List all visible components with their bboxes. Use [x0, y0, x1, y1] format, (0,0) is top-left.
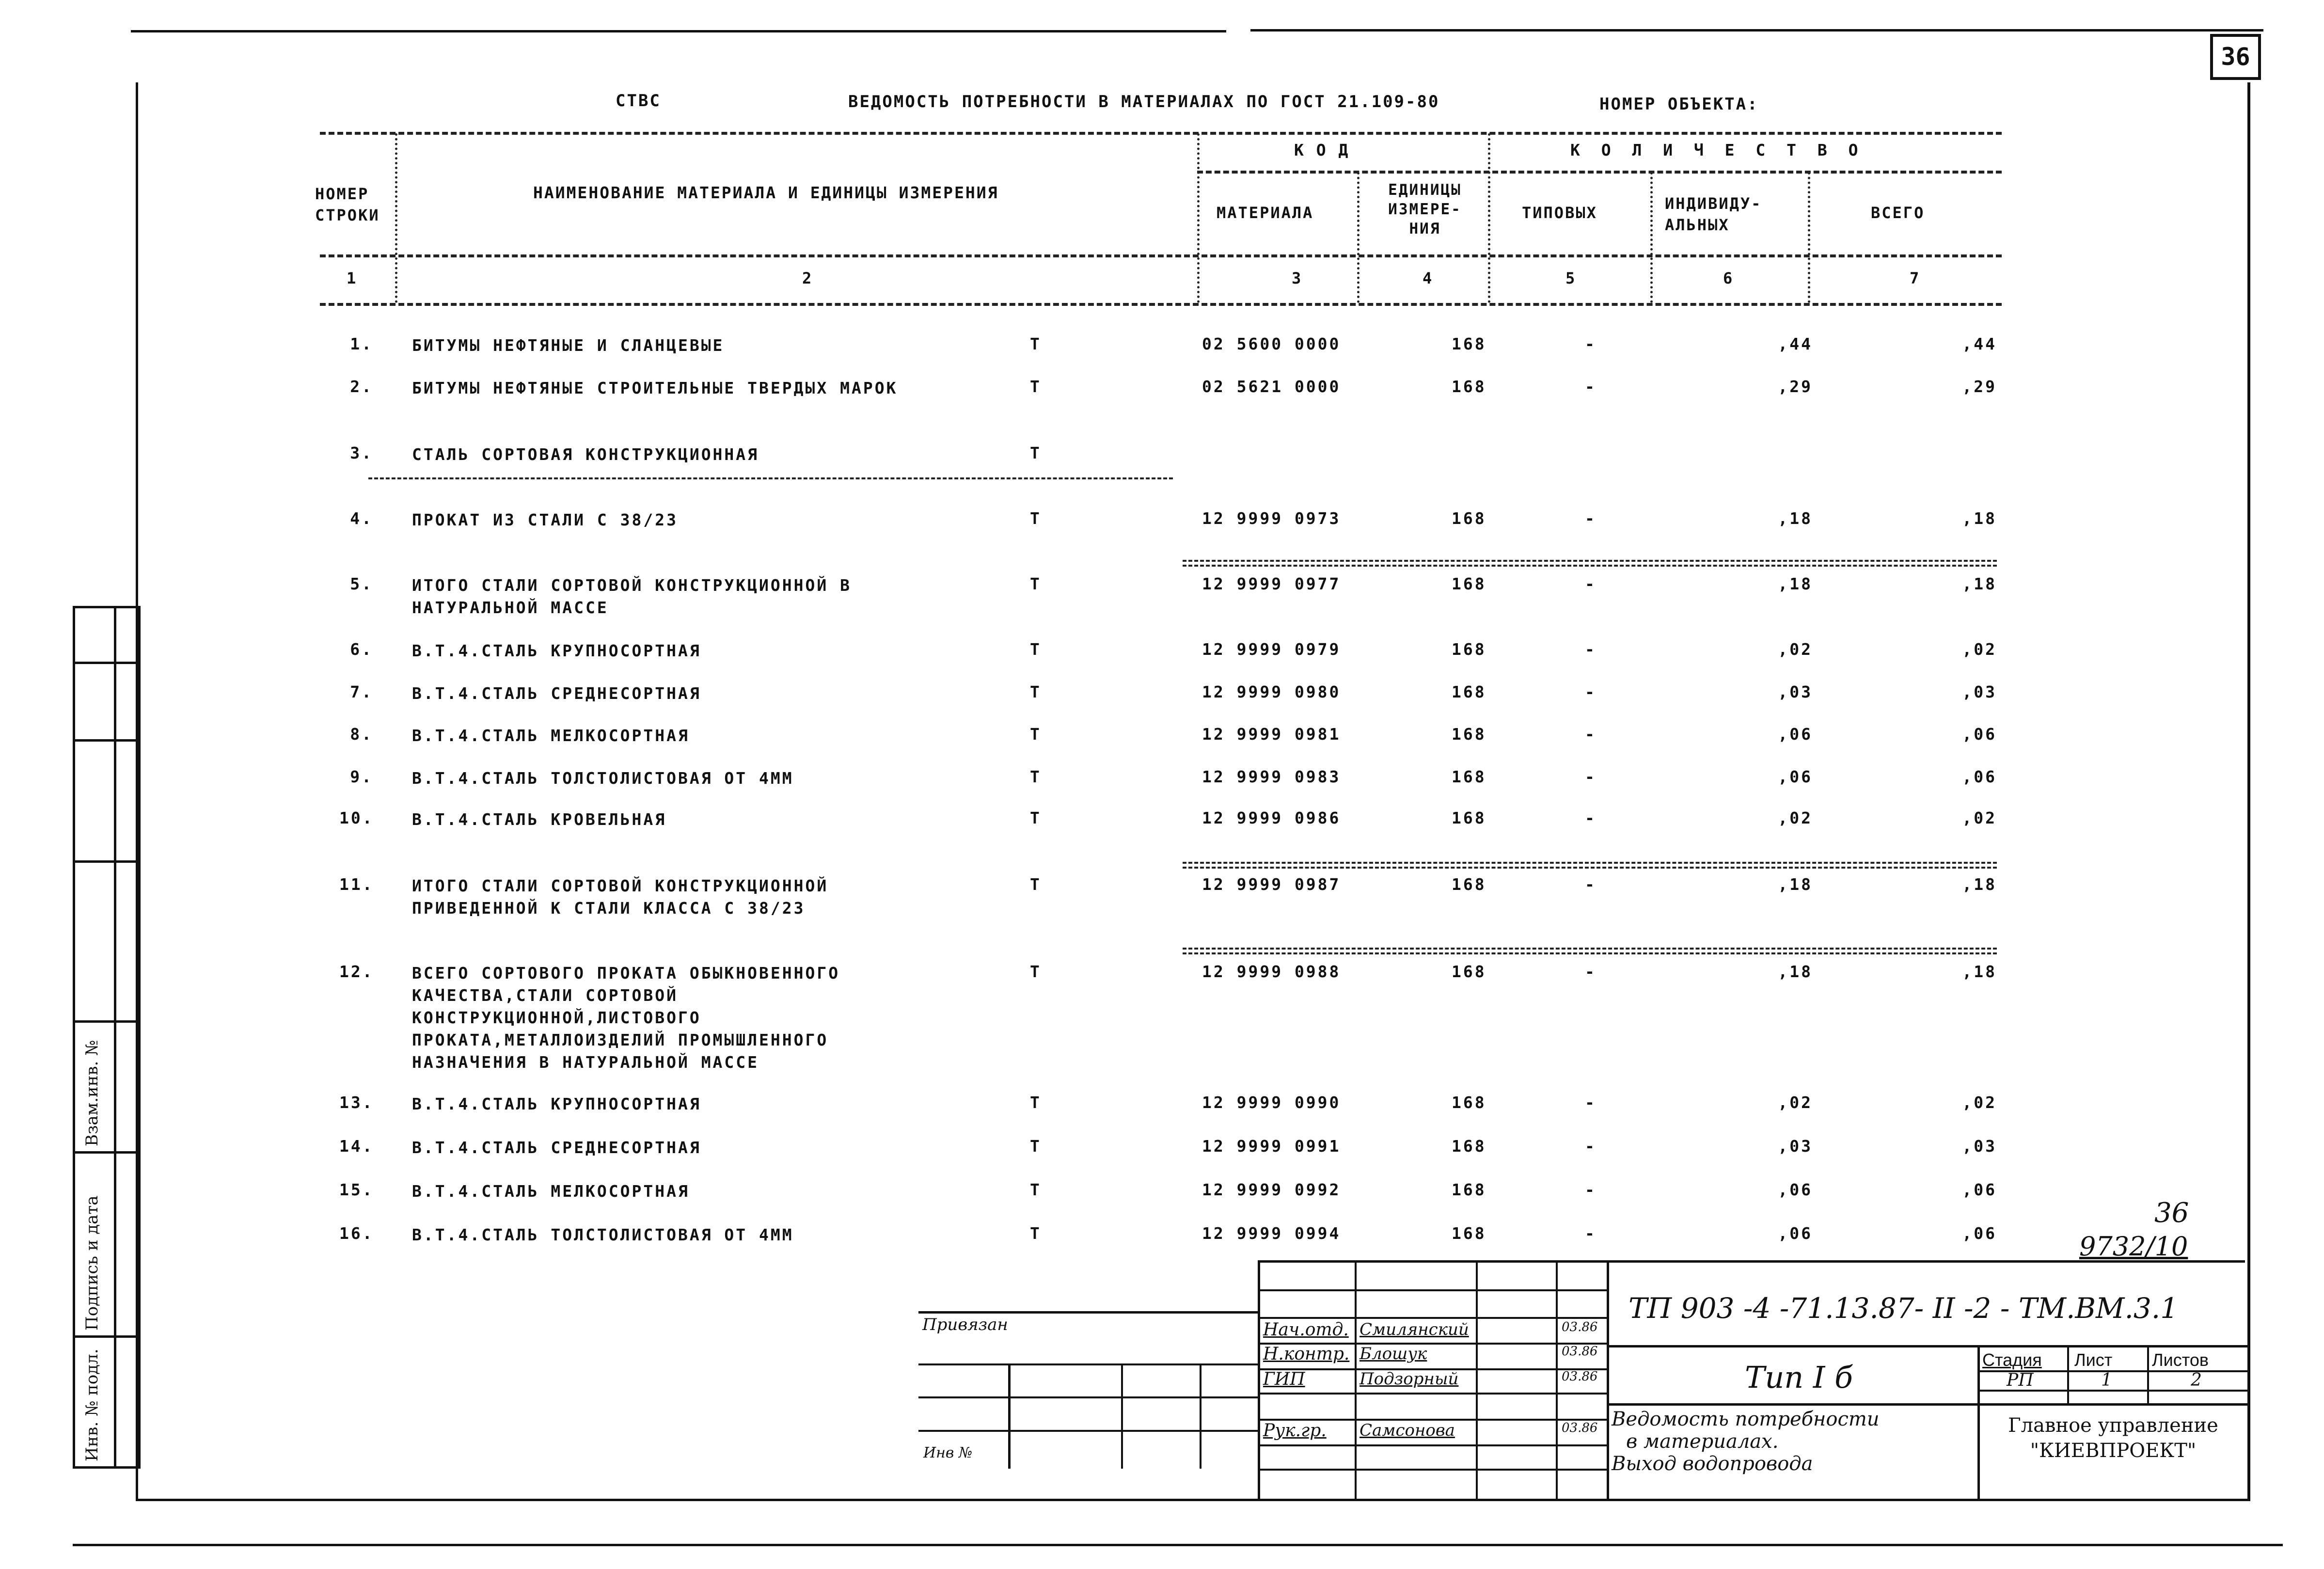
individual-qty: ,29 [1778, 377, 1813, 396]
sheet-value: 1 [2101, 1370, 2112, 1390]
material-code: 12 9999 0991 [1202, 1137, 1341, 1156]
organization-name: Главное управление "КИЕВПРОЕКТ" [2008, 1414, 2218, 1462]
unit-of-measure: Т [1030, 1137, 1042, 1156]
typical-qty: - [1585, 767, 1597, 786]
total-qty: ,02 [1962, 808, 1997, 827]
sig-role: Рук.гр. [1263, 1421, 1327, 1441]
material-name-line: КОНСТРУКЦИОННОЙ,ЛИСТОВОГО [412, 1008, 701, 1027]
unit-of-measure: Т [1030, 875, 1042, 894]
total-qty: ,18 [1962, 875, 1997, 894]
sig-role: Нач.отд. [1263, 1320, 1349, 1340]
sig-date: 03.86 [1562, 1344, 1598, 1359]
material-code: 12 9999 0987 [1202, 875, 1341, 894]
row-number: 12. [339, 962, 374, 981]
material-name [412, 1137, 701, 1159]
unit-code: 168 [1452, 1093, 1486, 1112]
side-stamp [73, 606, 141, 1469]
material-name-line: ПРОКАТ ИЗ СТАЛИ С 38/23 [412, 510, 678, 529]
material-code: 12 9999 0988 [1202, 962, 1341, 981]
total-qty: ,06 [1962, 725, 1997, 744]
unit-of-measure: Т [1030, 962, 1042, 981]
material-name [412, 574, 852, 619]
unit-of-measure: Т [1030, 334, 1042, 353]
unit-code: 168 [1452, 725, 1486, 744]
individual-qty: ,18 [1778, 574, 1813, 593]
individual-qty: ,18 [1778, 875, 1813, 894]
type-title: Тип I б [1745, 1360, 1853, 1395]
privyazan-block [918, 1311, 1258, 1469]
unit-code: 168 [1452, 1180, 1486, 1199]
material-name [412, 1180, 690, 1203]
material-name-line: В.Т.4.СТАЛЬ КРУПНОСОРТНАЯ [412, 641, 701, 660]
sig-name: Подзорный [1360, 1369, 1459, 1389]
side-label-signature-date: Подпись и дата [82, 1195, 102, 1331]
individual-qty: ,02 [1778, 808, 1813, 827]
top-rule-left [131, 30, 1226, 32]
colnum-7: 7 [1910, 269, 1921, 287]
material-name-line: СТАЛЬ СОРТОВАЯ КОНСТРУКЦИОННАЯ [412, 445, 759, 464]
bottom-rule [73, 1544, 2283, 1546]
unit-code: 168 [1452, 682, 1486, 701]
total-qty: ,02 [1962, 640, 1997, 659]
unit-code: 168 [1452, 962, 1486, 981]
quantity-group-header: К О Л И Ч Е С Т В О [1570, 141, 1864, 159]
total-qty: ,06 [1962, 1224, 1997, 1243]
material-name [412, 334, 724, 357]
individual-qty: ,03 [1778, 1137, 1813, 1156]
row-number: 5. [350, 574, 373, 593]
material-name-line: В.Т.4.СТАЛЬ КРУПНОСОРТНАЯ [412, 1094, 701, 1113]
individual-qty: ,02 [1778, 640, 1813, 659]
individual-header: ИНДИВИДУ- АЛЬНЫХ [1665, 194, 1762, 234]
side-label-vzam-inv: Взам.инв. № [82, 1040, 102, 1146]
unit-code: 168 [1452, 1137, 1486, 1156]
sig-name: Самсонова [1360, 1421, 1455, 1440]
typical-qty: - [1585, 334, 1597, 353]
sig-role: ГИП [1263, 1369, 1305, 1389]
header-dashline-1 [320, 132, 2002, 135]
total-qty: ,18 [1962, 962, 1997, 981]
material-name-line: ВСЕГО СОРТОВОГО ПРОКАТА ОБЫКНОВЕННОГО [412, 964, 840, 983]
material-name-line: БИТУМЫ НЕФТЯНЫЕ СТРОИТЕЛЬНЫЕ ТВЕРДЫХ МАРОК [412, 379, 898, 397]
colnum-4: 4 [1423, 269, 1434, 287]
header-dashline-3 [320, 254, 2002, 257]
material-name-line: В.Т.4.СТАЛЬ ТОЛСТОЛИСТОВАЯ ОТ 4ММ [412, 1225, 794, 1244]
col-sep-5 [1650, 172, 1653, 303]
handwritten-reference: 9732/10 [2079, 1231, 2188, 1262]
material-name [412, 808, 666, 831]
document-code: ТП 903 -4 -71.13.87- II -2 - ТМ.ВМ.3.1 [1628, 1292, 2179, 1325]
row-number: 11. [339, 875, 374, 894]
row-number: 4. [350, 509, 373, 528]
row-number: 6. [350, 640, 373, 659]
colnum-5: 5 [1565, 269, 1577, 287]
handwritten-page-number: 36 [2154, 1197, 2189, 1229]
unit-of-measure: Т [1030, 377, 1042, 396]
header-dashline-2 [1197, 171, 2002, 174]
material-code: 12 9999 0994 [1202, 1224, 1341, 1243]
sheet-description: Ведомость потребности в материалах. Выход водопровода [1612, 1408, 1880, 1475]
col-sep-6 [1808, 172, 1810, 303]
row-number: 9. [350, 767, 373, 786]
material-code: 12 9999 0990 [1202, 1093, 1341, 1112]
row-number: 3. [350, 444, 373, 462]
material-name-line: В.Т.4.СТАЛЬ СРЕДНЕСОРТНАЯ [412, 1138, 701, 1157]
material-name [412, 444, 759, 466]
individual-qty: ,06 [1778, 767, 1813, 786]
row-number: 10. [339, 808, 374, 827]
material-code: 02 5600 0000 [1202, 334, 1341, 353]
material-name-line: ИТОГО СТАЛИ СОРТОВОЙ КОНСТРУКЦИОННОЙ В [412, 576, 852, 595]
material-name-line: В.Т.4.СТАЛЬ СРЕДНЕСОРТНАЯ [412, 684, 701, 703]
sheet-number: 36 [2221, 43, 2250, 71]
sig-date: 03.86 [1562, 1320, 1598, 1334]
unit-code: 168 [1452, 334, 1486, 353]
unit-code: 168 [1452, 377, 1486, 396]
material-name-line: В.Т.4.СТАЛЬ МЕЛКОСОРТНАЯ [412, 1182, 690, 1201]
unit-of-measure: Т [1030, 444, 1042, 462]
colnum-1: 1 [347, 269, 358, 287]
total-qty: ,29 [1962, 377, 1997, 396]
unit-code: 168 [1452, 640, 1486, 659]
individual-qty: ,03 [1778, 682, 1813, 701]
privyazan-label: Привязан [922, 1315, 1008, 1334]
unit-code: 168 [1452, 808, 1486, 827]
sig-name: Блошук [1360, 1344, 1427, 1363]
individual-qty: ,06 [1778, 1224, 1813, 1243]
material-name-line: БИТУМЫ НЕФТЯНЫЕ И СЛАНЦЕВЫЕ [412, 336, 725, 355]
sig-name: Смилянский [1360, 1320, 1469, 1339]
side-label-inv-podl: Инв. № подл. [82, 1348, 102, 1461]
total-qty: ,06 [1962, 1180, 1997, 1199]
name-column-header: НАИМЕНОВАНИЕ МАТЕРИАЛА И ЕДИНИЦЫ ИЗМЕРЕНИЯ [533, 183, 999, 202]
material-name [412, 875, 828, 919]
col-sep-4 [1488, 133, 1490, 303]
material-name [412, 1093, 701, 1115]
unit-of-measure: Т [1030, 725, 1042, 744]
col-sep-2 [1197, 133, 1200, 303]
unit-code: 168 [1452, 509, 1486, 528]
colnum-6: 6 [1723, 269, 1734, 287]
material-name [412, 377, 898, 399]
material-code-header: МАТЕРИАЛА [1217, 204, 1314, 222]
typical-qty: - [1585, 640, 1597, 659]
colnum-2: 2 [802, 269, 813, 287]
total-qty: ,06 [1962, 767, 1997, 786]
material-name-line: ПРОКАТА,МЕТАЛЛОИЗДЕЛИЙ ПРОМЫШЛЕННОГО [412, 1030, 829, 1049]
material-name-line: ПРИВЕДЕННОЙ К СТАЛИ КЛАССА С 38/23 [412, 899, 806, 918]
material-code: 02 5621 0000 [1202, 377, 1341, 396]
typical-qty: - [1585, 1224, 1597, 1243]
total-header: ВСЕГО [1871, 204, 1925, 222]
material-name-line: НАЗНАЧЕНИЯ В НАТУРАЛЬНОЙ МАССЕ [412, 1053, 759, 1072]
sheets-header: Листов [2152, 1350, 2209, 1370]
unit-of-measure: Т [1030, 1180, 1042, 1199]
unit-code: 168 [1452, 574, 1486, 593]
colnum-3: 3 [1292, 269, 1303, 287]
row11-separator [1183, 862, 1997, 864]
total-qty: ,18 [1962, 509, 1997, 528]
typical-qty: - [1585, 1093, 1597, 1112]
row12-separator [1183, 948, 1997, 950]
material-name [412, 962, 840, 1074]
typical-qty: - [1585, 725, 1597, 744]
total-qty: ,03 [1962, 1137, 1997, 1156]
row5-separator-b [1183, 565, 1997, 567]
unit-code: 168 [1452, 767, 1486, 786]
row-number-header: НОМЕР СТРОКИ [315, 185, 380, 224]
material-code: 12 9999 0981 [1202, 725, 1341, 744]
row-number: 1. [350, 334, 373, 353]
material-name [412, 1224, 794, 1246]
row-number: 14. [339, 1137, 374, 1156]
material-name-line: В.Т.4.СТАЛЬ ТОЛСТОЛИСТОВАЯ ОТ 4ММ [412, 769, 794, 788]
typical-qty: - [1585, 1180, 1597, 1199]
col-sep-1 [395, 133, 397, 303]
material-name-line: ИТОГО СТАЛИ СОРТОВОЙ КОНСТРУКЦИОННОЙ [412, 876, 829, 895]
org-code: СТВС [616, 91, 661, 111]
material-name-line: НАТУРАЛЬНОЙ МАССЕ [412, 598, 609, 617]
document-title: ВЕДОМОСТЬ ПОТРЕБНОСТИ В МАТЕРИАЛАХ ПО ГОСТ 21.109-80 [848, 92, 1440, 111]
row-number: 2. [350, 377, 373, 396]
total-qty: ,18 [1962, 574, 1997, 593]
material-name-line: КАЧЕСТВА,СТАЛИ СОРТОВОЙ [412, 986, 678, 1005]
material-code: 12 9999 0983 [1202, 767, 1341, 786]
unit-of-measure: Т [1030, 682, 1042, 701]
typical-qty: - [1585, 962, 1597, 981]
individual-qty: ,18 [1778, 509, 1813, 528]
row11-separator-b [1183, 867, 1997, 869]
material-name [412, 682, 701, 705]
typical-qty: - [1585, 377, 1597, 396]
row-number: 8. [350, 725, 373, 744]
material-code: 12 9999 0979 [1202, 640, 1341, 659]
sheet-header: Лист [2074, 1350, 2113, 1370]
material-code: 12 9999 0992 [1202, 1180, 1341, 1199]
unit-of-measure: Т [1030, 808, 1042, 827]
stage-value: РП [2007, 1370, 2034, 1390]
top-rule-right [1250, 29, 2263, 32]
material-code: 12 9999 0973 [1202, 509, 1341, 528]
unit-code: 168 [1452, 875, 1486, 894]
typical-qty: - [1585, 1137, 1597, 1156]
individual-qty: ,06 [1778, 725, 1813, 744]
unit-code: 168 [1452, 1224, 1486, 1243]
total-qty: ,03 [1962, 682, 1997, 701]
individual-qty: ,18 [1778, 962, 1813, 981]
row-number: 7. [350, 682, 373, 701]
unit-of-measure: Т [1030, 509, 1042, 528]
individual-qty: ,06 [1778, 1180, 1813, 1199]
material-code: 12 9999 0977 [1202, 574, 1341, 593]
material-name [412, 767, 794, 790]
col-sep-3 [1357, 172, 1360, 303]
row-number: 13. [339, 1093, 374, 1112]
unit-of-measure: Т [1030, 574, 1042, 593]
total-qty: ,44 [1962, 334, 1997, 353]
typical-qty: - [1585, 808, 1597, 827]
unit-of-measure: Т [1030, 1093, 1042, 1112]
material-name-line: В.Т.4.СТАЛЬ МЕЛКОСОРТНАЯ [412, 726, 690, 745]
code-group-header: К О Д [1294, 141, 1350, 159]
object-number-label: НОМЕР ОБЪЕКТА: [1599, 95, 1759, 114]
typical-qty: - [1585, 875, 1597, 894]
row3-underline [368, 477, 1173, 479]
row-number: 16. [339, 1224, 374, 1243]
sig-date: 03.86 [1562, 1421, 1598, 1435]
material-name [412, 725, 690, 747]
inv-number-label: Инв № [923, 1444, 973, 1461]
sheet-number-box [2210, 34, 2261, 80]
material-code: 12 9999 0980 [1202, 682, 1341, 701]
individual-qty: ,02 [1778, 1093, 1813, 1112]
row-number: 15. [339, 1180, 374, 1199]
sig-role: Н.контр. [1263, 1344, 1350, 1364]
row12-separator-b [1183, 952, 1997, 954]
typical-qty: - [1585, 682, 1597, 701]
material-name-line: В.Т.4.СТАЛЬ КРОВЕЛЬНАЯ [412, 810, 667, 829]
typical-qty: - [1585, 574, 1597, 593]
typical-qty: - [1585, 509, 1597, 528]
title-block [1258, 1260, 2245, 1499]
row5-separator [1183, 560, 1997, 562]
material-code: 12 9999 0986 [1202, 808, 1341, 827]
typical-header: ТИПОВЫХ [1522, 204, 1597, 222]
unit-code-header: ЕДИНИЦЫ ИЗМЕРЕ- НИЯ [1388, 181, 1462, 238]
unit-of-measure: Т [1030, 640, 1042, 659]
individual-qty: ,44 [1778, 334, 1813, 353]
unit-of-measure: Т [1030, 767, 1042, 786]
header-dashline-4 [320, 303, 2002, 306]
unit-of-measure: Т [1030, 1224, 1042, 1243]
stage-header: Стадия [1982, 1350, 2042, 1370]
total-qty: ,02 [1962, 1093, 1997, 1112]
material-name [412, 640, 701, 662]
sheets-value: 2 [2191, 1370, 2202, 1390]
material-name [412, 509, 678, 531]
sig-date: 03.86 [1562, 1369, 1598, 1384]
